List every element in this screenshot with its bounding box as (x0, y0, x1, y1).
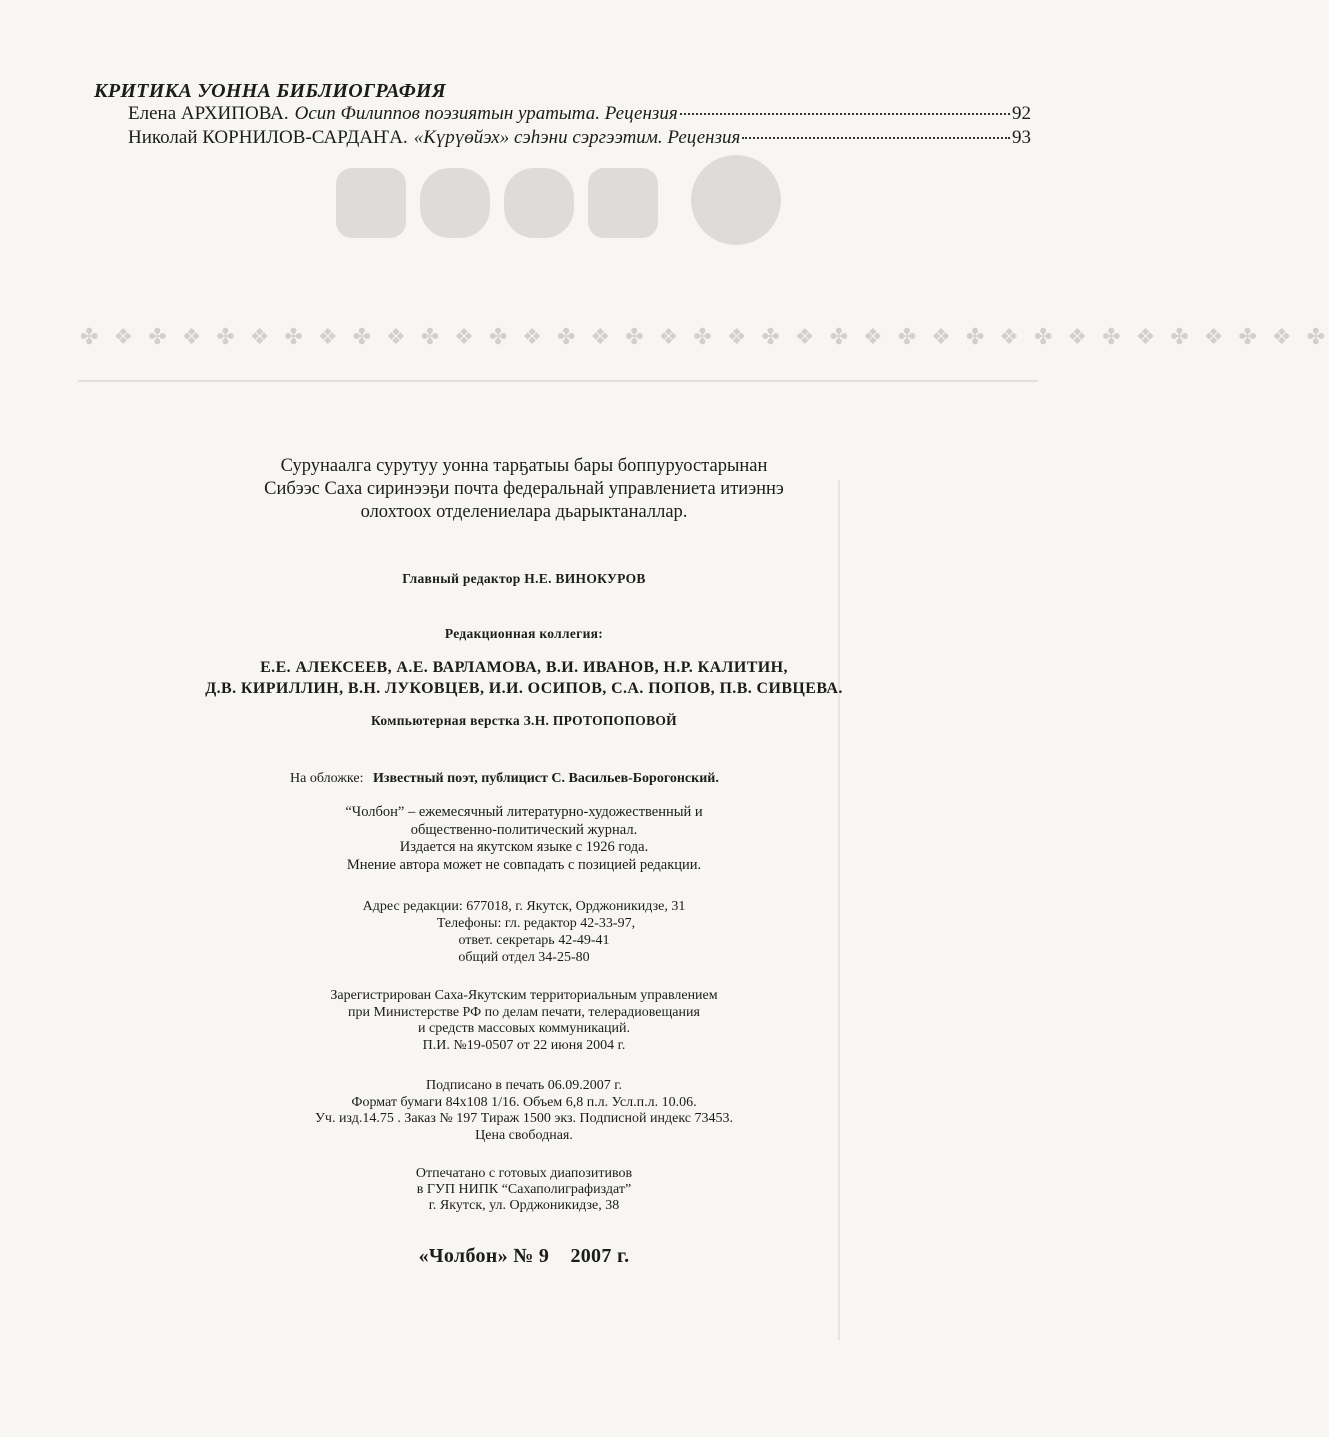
editorial-board-title: Редакционная коллегия: (444, 626, 604, 641)
toc-leader-dots (742, 137, 1010, 139)
issue-journal-name: «Чолбон» (418, 1245, 508, 1267)
chief-editor-label: Главный редактор (402, 571, 521, 586)
toc-entry-page: 93 (1012, 127, 1031, 148)
print-details (0, 1078, 1048, 1144)
issue-number: № 9 (513, 1245, 550, 1267)
issue-year: 2007 г. (570, 1245, 630, 1267)
journal-description-line: “Чолбон” – ежемесячный литературно-художественный и (345, 804, 703, 820)
print-detail-line: Уч. изд.14.75 . Заказ № 197 Тираж 1500 экз. Подписной индекс 73453. (314, 1111, 733, 1126)
layout-credit-label: Компьютерная верстка (371, 713, 520, 728)
journal-description-line: Издается на якутском языке с 1926 года. (399, 839, 649, 855)
toc-entry-author: Николай КОРНИЛОВ-САРДАҤА. (128, 127, 408, 148)
toc-entry[interactable] (128, 127, 1031, 149)
cover-note-text: Известный поэт, публицист С. Васильев-Борогонский. (372, 771, 719, 786)
editorial-contacts (0, 898, 1048, 966)
contact-line: Телефоны: гл. редактор 42-33-97, (436, 916, 636, 931)
journal-description (0, 804, 1048, 874)
issue-footer (0, 1245, 1048, 1268)
toc-section-title: КРИТИКА УОННА БИБЛИОГРАФИЯ (94, 80, 446, 102)
registration-line: и средств массовых коммуникаций. (417, 1021, 631, 1036)
cover-note-label: На обложке: (290, 771, 364, 786)
print-detail-line: Цена свободная. (475, 1127, 573, 1143)
printer-line: г. Якутск, ул. Орджоникидзе, 38 (428, 1198, 620, 1213)
contact-line: общий отдел 34-25-80 (458, 950, 590, 965)
editorial-board-line: Д.В. КИРИЛЛИН, В.Н. ЛУКОВЦЕВ, И.И. ОСИПОВ, С.А. ПОПОВ, П.В. СИВЦЕВА. (205, 680, 843, 697)
toc-entry-author: Елена АРХИПОВА. (128, 103, 289, 124)
subscription-line: Сибээс Саха сиринээҕи почта федеральнай управлениета итиэннэ (264, 479, 784, 499)
editorial-board-line: Е.Е. АЛЕКСЕЕВ, А.Е. ВАРЛАМОВА, В.И. ИВАНОВ, Н.Р. КАЛИТИН, (260, 659, 788, 676)
printer-line: Отпечатано с готовых диапозитивов (415, 1166, 633, 1181)
layout-credit-name: З.Н. ПРОТОПОПОВОЙ (523, 713, 677, 728)
show-through-logo-graphic (336, 150, 786, 250)
print-detail-line: Формат бумаги 84х108 1/16. Объем 6,8 п.л. Усл.п.л. 10.06. (351, 1094, 697, 1110)
editorial-board-members (0, 657, 1048, 699)
show-through-ornament-border: ✤ ❖ ✤ ❖ ✤ ❖ ✤ ❖ ✤ ❖ ✤ ❖ ✤ ❖ ✤ ❖ ✤ ❖ ✤ ❖ ✤ ❖ ✤ ❖ ✤ ❖ ✤ ❖ ✤ ❖ ✤ ❖ ✤ ❖ ✤ ❖ ✤ (80, 325, 1329, 350)
chief-editor-name: Н.Е. ВИНОКУРОВ (524, 571, 646, 586)
printer-info (0, 1166, 1048, 1214)
subscription-line: Сурунаалга сурутуу уонна тарҕатыы бары боппуруостарынан (280, 456, 768, 476)
registration-line: Зарегистрирован Саха-Якутским территориальным управлением (330, 988, 718, 1003)
subscription-line: олохтоох отделениелара дьарыктаналлар. (360, 502, 688, 522)
show-through-rule (78, 380, 1038, 382)
contact-line: Адрес редакции: 677018, г. Якутск, Орджоникидзе, 31 (362, 899, 686, 914)
subscription-note (0, 455, 1048, 524)
toc-entry-title: «Күрүөйэх» сэһэни сэргээтим. Рецензия (413, 127, 741, 148)
chief-editor-line (0, 571, 1048, 587)
toc-entry[interactable] (128, 103, 1031, 125)
toc-leader-dots (680, 113, 1010, 115)
print-detail-line: Подписано в печать 06.09.2007 г. (426, 1078, 622, 1093)
printer-line: в ГУП НИПК “Сахаполиграфиздат” (416, 1182, 632, 1197)
registration-line: П.И. №19-0507 от 22 июня 2004 г. (422, 1037, 626, 1053)
contact-line: ответ. секретарь 42-49-41 (458, 933, 610, 948)
layout-credit-line (0, 713, 1048, 729)
toc-entry-page: 92 (1012, 103, 1031, 124)
registration-line: при Министерстве РФ по делам печати, телерадиовещания (348, 1004, 700, 1020)
toc-entry-title: Осип Филиппов поэзиятын уратыта. Рецензия (294, 103, 678, 124)
journal-description-line: Мнение автора может не совпадать с позицией редакции. (346, 856, 702, 873)
journal-description-line: общественно-политический журнал. (410, 821, 638, 838)
registration-info (0, 988, 1048, 1054)
cover-note (290, 771, 719, 787)
